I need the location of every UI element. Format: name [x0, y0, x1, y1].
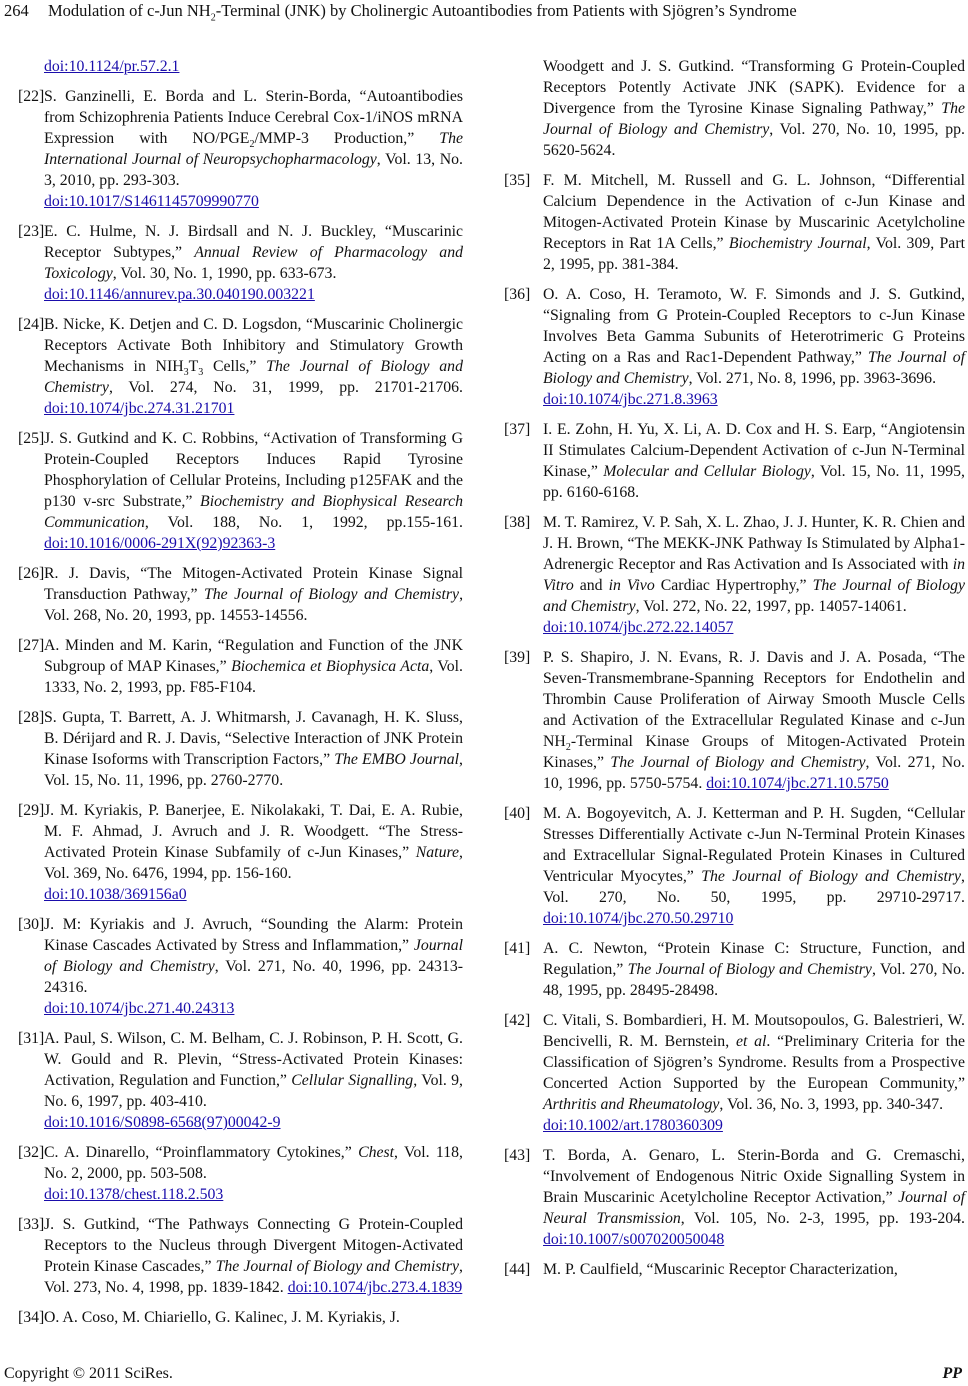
doi-link[interactable]: doi:10.1074/jbc.271.40.24313	[44, 1000, 235, 1017]
reference-number: [42]	[504, 1012, 531, 1029]
doi-link[interactable]: doi:10.1074/jbc.274.31.21701	[44, 400, 235, 417]
reference-text: -Terminal Kinase Groups of Mitogen-Activated Protein Kinases,”	[543, 733, 965, 771]
reference-text: , Vol. 271, No. 10, 1996, pp. 5750-5754.	[543, 754, 965, 792]
reference-item	[18, 56, 463, 77]
journal-title: Biochemica et Biophysica Acta	[231, 658, 430, 675]
reference-text: and	[573, 577, 609, 594]
journal-title: The Journal of Biology and Chemistry	[543, 349, 965, 387]
reference-number: [40]	[504, 805, 531, 822]
reference-text: E. C. Hulme, N. J. Birdsall and N. J. Buckley, “Muscarinic Receptor Subtypes,”	[44, 223, 463, 261]
reference-text: , Vol. 369, No. 6476, 1994, pp. 156-160.	[44, 844, 463, 882]
reference-number: [29]	[18, 802, 45, 819]
reference-text: M. T. Ramirez, V. P. Sah, X. L. Zhao, J. J. Hunter, K. R. Chien and J. H. Brown, “The MEKK-JNK Pathway Is Stimulated by Alpha1-Adrenergic Receptor and Ras Activation and Is Associated with	[543, 514, 965, 573]
doi-link[interactable]: doi:10.1002/art.1780360309	[543, 1117, 723, 1134]
running-header	[4, 0, 797, 22]
reference-text: J. S. Gutkind, “The Pathways Connecting G Protein-Coupled Receptors to the Nucleus through Divergent Mitogen-Activated Protein Kinase Cascades,”	[44, 1216, 463, 1275]
reference-text: O. A. Coso, H. Teramoto, W. F. Simonds and J. S. Gutkind, “Signaling from G Protein-Coupled Receptors to c-Jun Kinase Involves Beta Gamma Subunits of Heterotrimeric G Proteins Acting on a Ras and Rac1-Dependent Pathway,”	[543, 286, 965, 366]
journal-title: The Journal of Biology and Chemistry	[627, 961, 872, 978]
reference-number: [35]	[504, 172, 531, 189]
title-text: -Terminal (JNK) by Cholinergic Autoantibodies from Patients with Sjögren’s Syndrome	[215, 1, 797, 20]
reference-number: [28]	[18, 709, 45, 726]
doi-link[interactable]: doi:10.1124/pr.57.2.1	[44, 58, 180, 75]
reference-text: , Vol. 1333, No. 2, 1993, pp. F85-F104.	[44, 658, 463, 696]
reference-text: , Vol. 15, No. 11, 1996, pp. 2760-2770.	[44, 751, 463, 789]
journal-title: Chest	[358, 1144, 395, 1161]
reference-number: [43]	[504, 1147, 531, 1164]
reference-text: , Vol. 272, No. 22, 1997, pp. 14057-14061.	[635, 598, 907, 615]
reference-item	[18, 914, 463, 1019]
title-text: Modulation of c-Jun NH	[48, 1, 211, 20]
journal-title: in Vivo	[608, 577, 655, 594]
reference-number: [37]	[504, 421, 531, 438]
title-subscript: 2	[210, 12, 216, 24]
reference-item	[504, 1259, 965, 1280]
reference-text: F. M. Mitchell, M. Russell and G. L. Johnson, “Differential Calcium Dependence in the Activation of c-Jun Kinase and Mitogen-Activated Protein Kinase by Muscarinic Acetylcholine Receptors in Rat 1A Cells,”	[543, 172, 965, 252]
reference-item	[18, 221, 463, 305]
reference-text: , Vol. 36, No. 3, 1993, pp. 340-347.	[719, 1096, 944, 1113]
reference-text: M. P. Caulfield, “Muscarinic Receptor Characterization,	[543, 1261, 898, 1278]
journal-title: Biochemistry Journal	[728, 235, 867, 252]
reference-item	[504, 938, 965, 1001]
subscript: 2	[565, 742, 571, 754]
reference-text: Woodgett and J. S. Gutkind. “Transforming G Protein-Coupled Receptors Potently Activate JNK (SAPK). Evidence for a Divergence from the Tyrosine Kinase Signaling Pathway,”	[543, 58, 965, 117]
reference-text: , Vol. 188, No. 1, 1992, pp.155-161.	[144, 514, 463, 531]
doi-link[interactable]: doi:10.1074/jbc.273.4.1839	[287, 1279, 463, 1296]
reference-text: J. S. Gutkind and K. C. Robbins, “Activation of Transforming G Protein-Coupled Receptors Induces Rapid Tyrosine Phosphorylation of Cellular Proteins, Including p125FAK and the p130 v-src Substrate,”	[44, 430, 463, 510]
doi-link[interactable]: doi:10.1074/jbc.272.22.14057	[543, 619, 734, 636]
reference-text: , Vol. 13, No. 3, 2010, pp. 293-303.	[44, 151, 464, 189]
reference-item	[504, 803, 965, 929]
journal-title: in Vitro	[543, 556, 965, 594]
reference-text: C. A. Dinarello, “Proinflammatory Cytokines,”	[44, 1144, 359, 1161]
reference-number: [32]	[18, 1144, 45, 1161]
reference-item	[18, 86, 463, 212]
journal-title: The International Journal of Neuropsychopharmacology	[44, 130, 463, 168]
journal-title: Cellular Signalling	[291, 1072, 414, 1089]
doi-link[interactable]: doi:10.1074/jbc.271.10.5750	[706, 775, 889, 792]
reference-column-right	[504, 56, 965, 1289]
reference-text: P. S. Shapiro, J. N. Evans, R. J. Davis and J. A. Posada, “The Seven-Transmembrane-Spanning Receptors for Endothelin and Thrombin Cause Proliferation of Airway Smooth Muscle Cells and Activation of the Extracellular Regulated Kinase and c-Jun NH	[543, 649, 965, 750]
journal-title: The Journal of Biology and Chemistry	[204, 586, 460, 603]
doi-link[interactable]: doi:10.1378/chest.118.2.503	[44, 1186, 224, 1203]
reference-text: J. M. Kyriakis, P. Banerjee, E. Nikolakaki, T. Dai, E. A. Rubie, M. F. Ahmad, J. Avruch and J. R. Woodgett. “The Stress-Activated Protein Kinase Subfamily of c-Jun Kinases,”	[44, 802, 463, 861]
reference-number: [31]	[18, 1030, 45, 1047]
reference-item	[18, 1028, 463, 1133]
page-footer	[4, 1364, 962, 1384]
reference-item	[18, 800, 463, 905]
reference-text: A. Paul, S. Wilson, C. M. Belham, C. J. Robinson, P. H. Scott, G. W. Gould and R. Plevin, “Stress-Activated Protein Kinases: Activation, Regulation and Function,”	[44, 1030, 463, 1089]
reference-number: [22]	[18, 88, 45, 105]
doi-link[interactable]: doi:10.1074/jbc.271.8.3963	[543, 391, 718, 408]
reference-text: J. M: Kyriakis and J. Avruch, “Sounding the Alarm: Protein Kinase Cascades Activated by Stress and Inflammation,”	[44, 916, 463, 954]
reference-text: , Vol. 15, No. 11, 1995, pp. 6160-6168.	[543, 463, 965, 501]
reference-text: , Vol. 274, No. 31, 1999, pp. 21701-21706.	[108, 379, 463, 396]
reference-item	[18, 563, 463, 626]
reference-number: [41]	[504, 940, 531, 957]
journal-title: Journal of Neural Transmission	[543, 1189, 965, 1227]
reference-number: [25]	[18, 430, 45, 447]
journal-title: The Journal of Biology and Chemistry	[44, 358, 463, 396]
subscript: 2	[249, 139, 255, 151]
journal-title: The Journal of Biology and Chemistry	[610, 754, 866, 771]
reference-number: [23]	[18, 223, 45, 240]
reference-number: [36]	[504, 286, 531, 303]
reference-item	[18, 707, 463, 791]
reference-text: A. C. Newton, “Protein Kinase C: Structure, Function, and Regulation,”	[543, 940, 965, 978]
page-number: 264	[4, 1, 29, 20]
reference-text: , Vol. 271, No. 40, 1996, pp. 24313-24316.	[44, 958, 463, 996]
reference-item	[504, 170, 965, 275]
doi-link[interactable]: doi:10.1017/S1461145709990770	[44, 193, 259, 210]
reference-text: . “Preliminary Criteria for the Classification of Sjögren’s Syndrome. Results from a Prospective Concerted Action Supported by the European Community,”	[543, 1033, 965, 1092]
doi-link[interactable]: doi:10.1007/s007020050048	[543, 1231, 725, 1248]
reference-text: , Vol. 309, Part 2, 1995, pp. 381-384.	[543, 235, 965, 273]
reference-text: , Vol. 105, No. 2-3, 1995, pp. 193-204.	[680, 1210, 965, 1227]
reference-number: [39]	[504, 649, 531, 666]
doi-link[interactable]: doi:10.1016/0006-291X(92)92363-3	[44, 535, 276, 552]
reference-number: [38]	[504, 514, 531, 531]
reference-text: , Vol. 30, No. 1, 1990, pp. 633-673.	[112, 265, 337, 282]
journal-title: The Journal of Biology and Chemistry	[701, 868, 962, 885]
reference-item	[504, 647, 965, 794]
journal-title: Journal of Biology and Chemistry	[44, 937, 463, 975]
journal-abbrev: PP	[942, 1365, 962, 1382]
reference-item	[18, 1214, 463, 1298]
reference-text: T. Borda, A. Genaro, L. Sterin-Borda and G. Cremaschi, “Involvement of Endogenous Nitric Oxide Signalling System in Brain Muscarinic Acetylcholine Receptor Activation,”	[543, 1147, 965, 1206]
reference-item	[504, 512, 965, 638]
reference-text: S. Ganzinelli, E. Borda and L. Sterin-Borda, “Autoantibodies from Schizophrenia Patients Induce Cerebral Cox-1/iNOS mRNA Expression with NO/PGE	[44, 88, 463, 147]
journal-title: Nature	[415, 844, 460, 861]
reference-text: , Vol. 268, No. 20, 1993, pp. 14553-14556.	[44, 586, 464, 624]
reference-text: , Vol. 270, No. 10, 1995, pp. 5620-5624.	[543, 121, 965, 159]
reference-text: , Vol. 270, No. 48, 1995, pp. 28495-28498.	[543, 961, 965, 999]
reference-text: Cells,”	[203, 358, 267, 375]
reference-number: [24]	[18, 316, 45, 333]
reference-text: , Vol. 118, No. 2, 2000, pp. 503-508.	[44, 1144, 463, 1182]
journal-title: Biochemistry and Biophysical Research Communication	[44, 493, 463, 531]
copyright: Copyright © 2011 SciRes.	[4, 1365, 173, 1382]
reference-item	[504, 56, 965, 161]
journal-title: et al	[735, 1033, 767, 1050]
doi-link[interactable]: doi:10.1016/S0898-6568(97)00042-9	[44, 1114, 281, 1131]
reference-item	[18, 1307, 463, 1328]
journal-title: The Journal of Biology and Chemistry	[543, 100, 965, 138]
reference-item	[18, 635, 463, 698]
reference-number: [30]	[18, 916, 45, 933]
reference-item	[504, 1145, 965, 1250]
reference-text: S. Gupta, T. Barrett, A. J. Whitmarsh, J. Cavanagh, H. K. Sluss, B. Dérijard and R. J. Davis, “Selective Interaction of JNK Protein Kinase Isoforms with Transcription Factors,”	[44, 709, 463, 768]
reference-number: [27]	[18, 637, 45, 654]
journal-title: The Journal of Biology and Chemistry	[215, 1258, 460, 1275]
reference-text: T	[188, 358, 199, 375]
reference-number: [34]	[18, 1309, 45, 1326]
journal-title: Arthritis and Rheumatology	[543, 1096, 720, 1113]
journal-title: The EMBO Journal	[334, 751, 460, 768]
doi-link[interactable]: doi:10.1146/annurev.pa.30.040190.003221	[44, 286, 315, 303]
running-title	[48, 1, 797, 24]
reference-text: I. E. Zohn, H. Yu, X. Li, A. D. Cox and H. S. Earp, “Angiotensin II Stimulates Calcium-Dependent Activation of c-Jun N-Terminal Kinase,”	[543, 421, 965, 480]
doi-link[interactable]: doi:10.1074/jbc.270.50.29710	[543, 910, 734, 927]
reference-text: , Vol. 271, No. 8, 1996, pp. 3963-3696.	[688, 370, 937, 387]
reference-text: C. Vitali, S. Bombardieri, H. M. Moutsopoulos, G. Balestrieri, W. Bencivelli, R. M. Bernstein,	[543, 1012, 965, 1050]
reference-text: /MMP-3 Production,”	[254, 130, 440, 147]
reference-item	[18, 428, 463, 554]
journal-title: The Journal of Biology and Chemistry	[543, 577, 966, 615]
subscript: 3	[183, 367, 189, 379]
reference-item	[18, 1142, 463, 1205]
reference-item	[18, 314, 463, 419]
reference-text: Cardiac Hypertrophy,”	[654, 577, 813, 594]
journal-title: Molecular and Cellular Biology	[603, 463, 811, 480]
doi-link[interactable]: doi:10.1038/369156a0	[44, 886, 187, 903]
reference-text: , Vol. 273, No. 4, 1998, pp. 1839-1842.	[44, 1258, 463, 1296]
reference-text: , Vol. 270, No. 50, 1995, pp. 29710-29717.	[543, 868, 965, 906]
reference-text: B. Nicke, K. Detjen and C. D. Logsdon, “Muscarinic Cholinergic Receptors Activate Both Inhibitory and Stimulatory Growth Mechanisms in NIH	[44, 316, 463, 375]
reference-item	[504, 284, 965, 410]
reference-text: A. Minden and M. Karin, “Regulation and Function of the JNK Subgroup of MAP Kinases,”	[44, 637, 463, 675]
reference-number: [33]	[18, 1216, 45, 1233]
reference-text: M. A. Bogoyevitch, A. J. Ketterman and P. H. Sugden, “Cellular Stresses Differentially Activate c-Jun N-Terminal Protein Kinases and Extracellular Signal-Regulated Protein Kinases in Cultured Ventricular Myocytes,”	[543, 805, 965, 885]
reference-column-left	[18, 56, 463, 1337]
reference-item	[504, 419, 965, 503]
reference-text: , Vol. 9, No. 6, 1997, pp. 403-410.	[44, 1072, 463, 1110]
reference-text: O. A. Coso, M. Chiariello, G. Kalinec, J. M. Kyriakis, J.	[44, 1309, 400, 1326]
journal-title: Annual Review of Pharmacology and Toxicology	[44, 244, 464, 282]
reference-number: [44]	[504, 1261, 531, 1278]
reference-number: [26]	[18, 565, 45, 582]
reference-text: R. J. Davis, “The Mitogen-Activated Protein Kinase Signal Transduction Pathway,”	[44, 565, 463, 603]
subscript: 3	[198, 367, 204, 379]
reference-item	[504, 1010, 965, 1136]
